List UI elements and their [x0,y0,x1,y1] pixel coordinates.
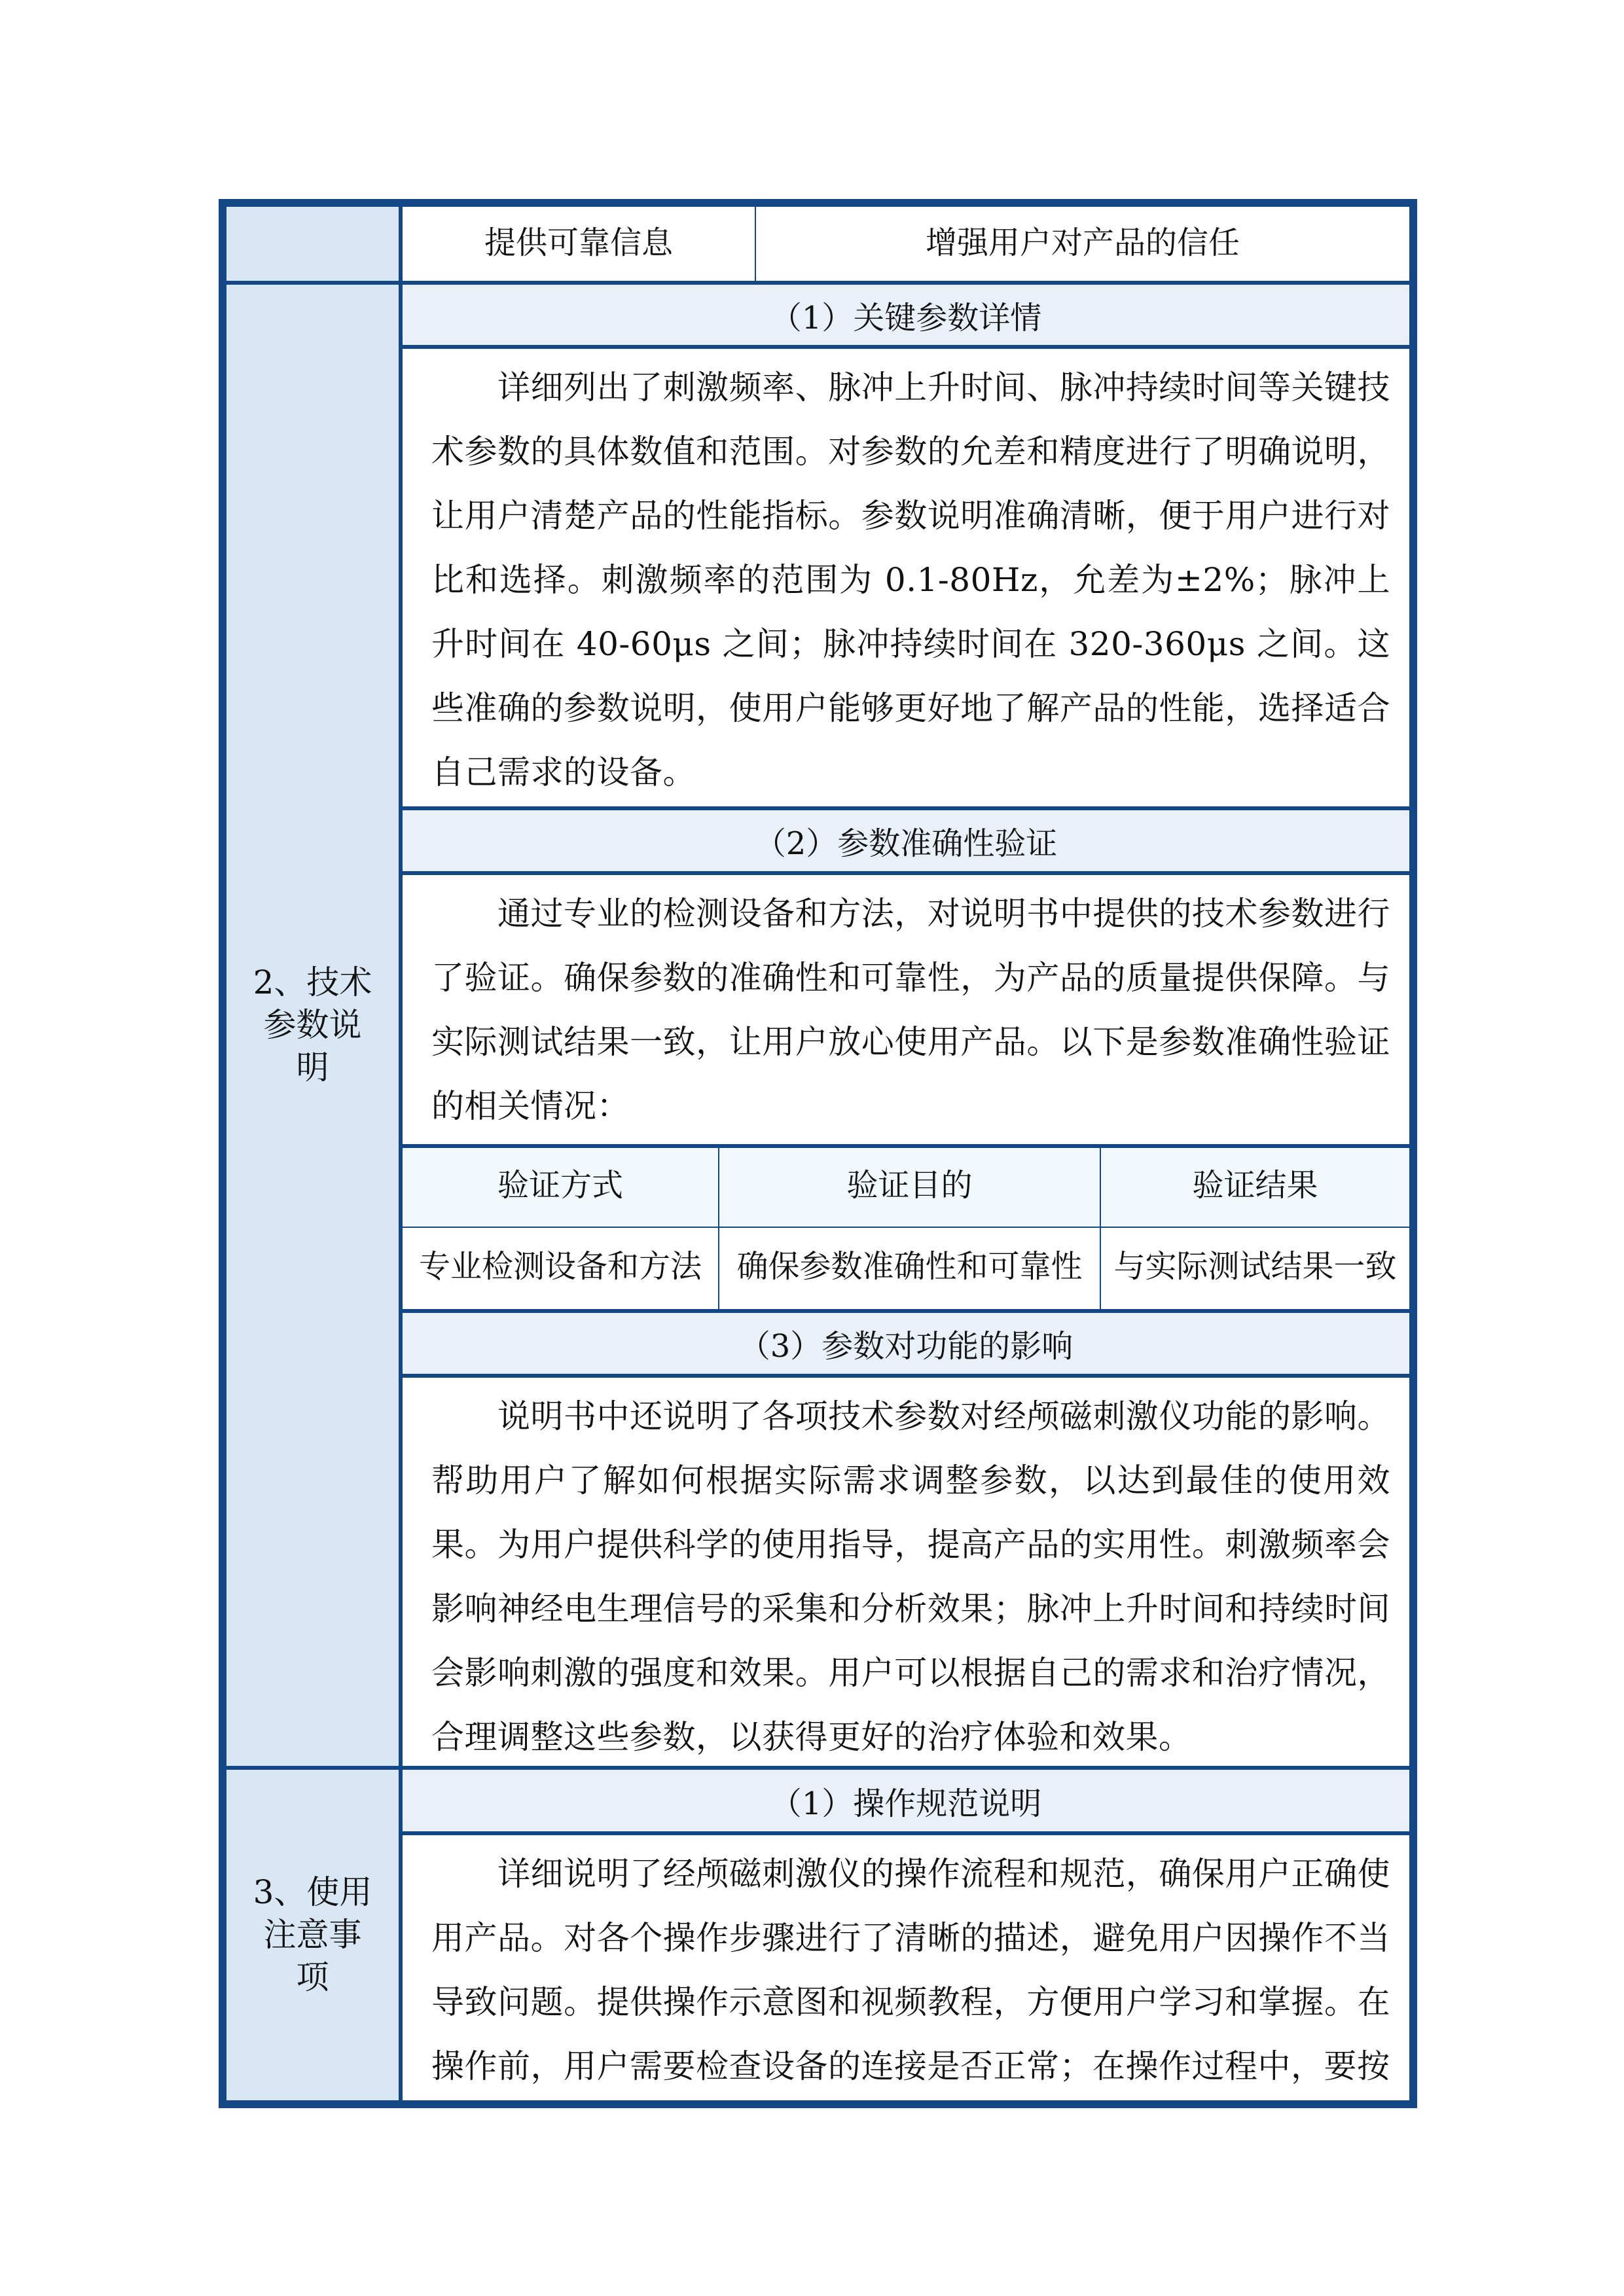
sub2-header [403,810,1409,871]
section3-sub1-header [403,1770,1409,1831]
top-left-cell [226,207,399,281]
section2-label-cell [226,285,399,1766]
sub3-title: （3）参数对功能的影响 [738,1328,1074,1365]
sub1-body [403,349,1409,806]
sub2-text: 通过专业的检测设备和方法，对说明书中提供的技术参数进行了验证。确保参数的准确性和可靠性，为产品的质量提供保障。与实际测试结果一致，让用户放心使用产品。以下是参数准确性验证的相关情况： [431,895,1390,1125]
verify-header-purpose [719,1148,1100,1227]
cell-text: 与实际测试结果一致 [1113,1248,1397,1285]
verify-header-method [403,1148,718,1227]
cell-text: 专业检测设备和方法 [418,1248,702,1285]
verify-cell-purpose [719,1228,1100,1309]
section3-sub1-title: （1）操作规范说明 [770,1785,1042,1822]
sub1-header [403,285,1409,345]
header-text: 验证方式 [497,1167,623,1204]
section3-sub1-body [403,1835,1409,2100]
top-row-right-cell [756,207,1409,281]
section2-label: 2、技术参数说明 [253,963,372,1086]
sub1-title: （1）关键参数详情 [770,299,1042,336]
verify-header-result [1101,1148,1409,1227]
verify-cell-result [1101,1228,1409,1309]
section3-label: 3、使用注意事项 [253,1873,372,1996]
section3-label-cell [226,1770,399,2100]
sub2-title: （2）参数准确性验证 [754,825,1058,862]
header-text: 验证目的 [846,1167,973,1204]
sub2-body [403,875,1409,1144]
top-row-right-text: 增强用户对产品的信任 [925,224,1240,261]
sub1-text: 详细列出了刺激频率、脉冲上升时间、脉冲持续时间等关键技术参数的具体数值和范围。对参数的允差和精度进行了明确说明，让用户清楚产品的性能指标。参数说明准确清晰，便于用户进行对比和选择。刺激频率的范围为 0.1-80Hz，允差为±2%；脉冲上升时间在 40-60μs 之间；脉冲持续时间在 320-360μs 之间。这些准确的参数说明，使用户能够更好地了解产品的性能，选择适合自己需求的设备。 [431,368,1390,791]
verify-cell-method [403,1228,718,1309]
sub3-text: 说明书中还说明了各项技术参数对经颅磁刺激仪功能的影响。帮助用户了解如何根据实际需求调整参数，以达到最佳的使用效果。为用户提供科学的使用指导，提高产品的实用性。刺激频率会影响神经电生理信号的采集和分析效果；脉冲上升时间和持续时间会影响刺激的强度和效果。用户可以根据自己的需求和治疗情况，合理调整这些参数，以获得更好的治疗体验和效果。 [431,1397,1390,1756]
spec-table [219,199,1417,2108]
sub3-body [403,1378,1409,1766]
top-row-left-cell [403,207,755,281]
header-text: 验证结果 [1192,1167,1318,1204]
cell-text: 确保参数准确性和可靠性 [736,1248,1083,1285]
top-row-left-text: 提供可靠信息 [484,224,673,261]
sub3-header [403,1313,1409,1374]
section3-sub1-text: 详细说明了经颅磁刺激仪的操作流程和规范，确保用户正确使用产品。对各个操作步骤进行了清晰的描述，避免用户因操作不当导致问题。提供操作示意图和视频教程，方便用户学习和掌握。在操作前，用户需要检查设备的连接是否正常；在操作过程中，要按 [431,1855,1390,2085]
